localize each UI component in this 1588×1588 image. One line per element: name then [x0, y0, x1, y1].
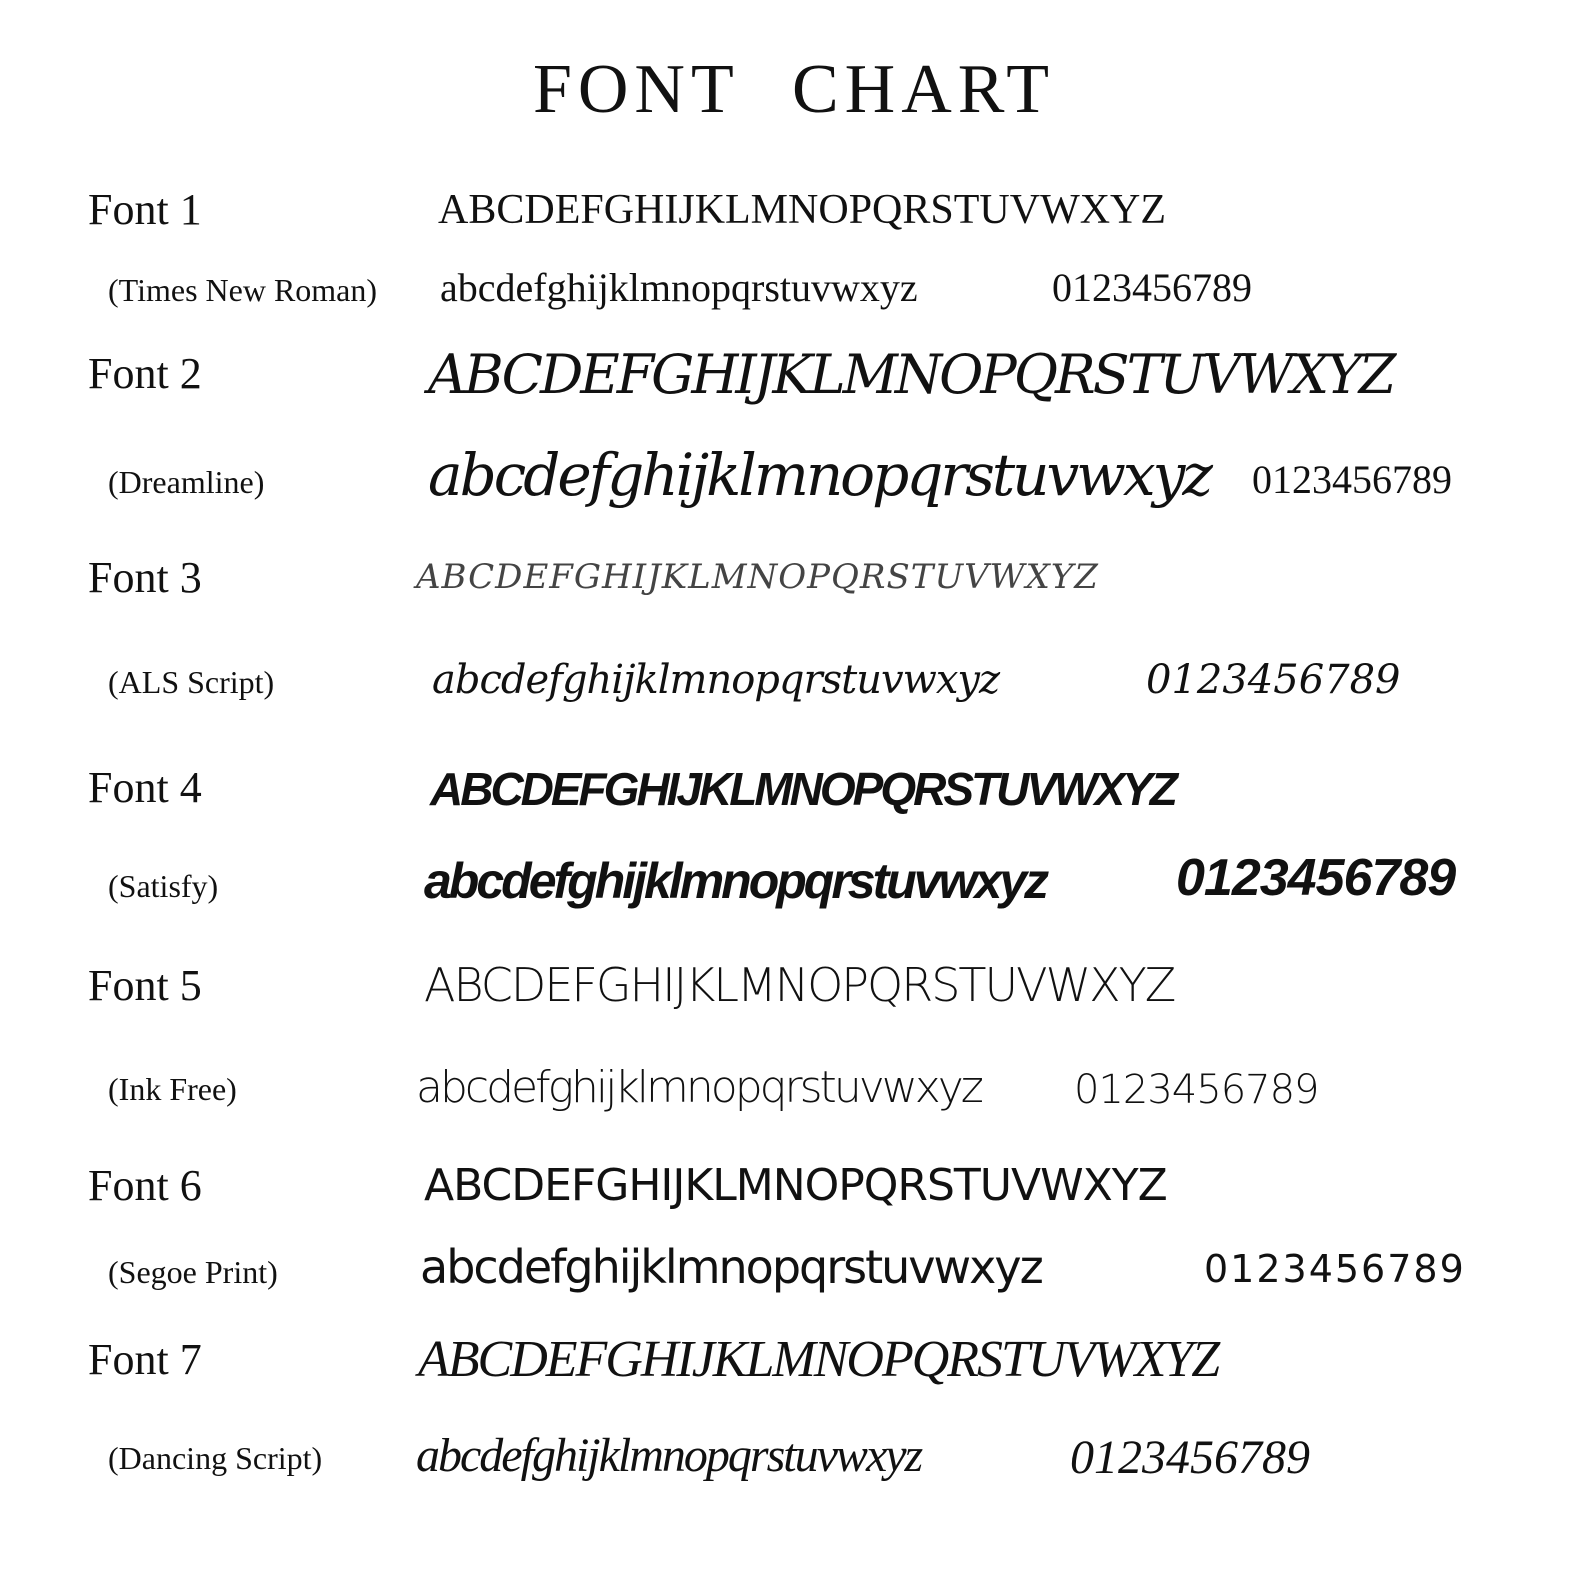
font-name: (Times New Roman): [108, 272, 378, 308]
font-label: Font 3: [88, 553, 202, 602]
lowercase-sample: abcdefghijklmnopqrstuvwxyz: [432, 657, 1000, 703]
font-label: Font 5: [88, 961, 202, 1010]
font-label: Font 4: [88, 763, 202, 812]
digits-sample: 0123456789: [1146, 657, 1401, 703]
lowercase-sample: abcdefghijklmnopqrstuvwxyz: [440, 265, 918, 310]
font-label: Font 7: [88, 1335, 202, 1384]
uppercase-sample: ABCDEFGHIJKLMNOPQRSTUVWXYZ: [424, 958, 1175, 1012]
uppercase-sample: ABCDEFGHIJKLMNOPQRSTUVWXYZ: [430, 763, 1175, 815]
uppercase-sample: ABCDEFGHIJKLMNOPQRSTUVWXYZ: [418, 1331, 1219, 1388]
digits-sample: 0123456789: [1176, 849, 1456, 907]
font-name: (Dreamline): [108, 464, 265, 500]
font-label: Font 2: [88, 349, 202, 398]
page-title: FONT CHART: [532, 51, 1056, 128]
digits-sample: 0123456789: [1052, 265, 1252, 310]
font-label: Font 1: [88, 185, 202, 234]
font-name: (ALS Script): [108, 664, 275, 700]
lowercase-sample: abcdefghijklmnopqrstuvwxyz: [416, 1429, 922, 1482]
uppercase-sample: ABCDEFGHIJKLMNOPQRSTUVWXYZ: [438, 187, 1167, 233]
font-name: (Segoe Print): [108, 1254, 278, 1290]
lowercase-sample: abcdefghijklmnopqrstuvwxyz: [424, 853, 1047, 909]
uppercase-sample: ABCDEFGHIJKLMNOPQRSTUVWXYZ: [428, 343, 1394, 406]
digits-sample: 0123456789: [1204, 1247, 1466, 1291]
digits-sample: 0123456789: [1074, 1067, 1319, 1113]
lowercase-sample: abcdefghijklmnopqrstuvwxyz: [428, 441, 1210, 509]
font-name: (Ink Free): [108, 1071, 237, 1107]
font-name: (Satisfy): [108, 868, 219, 904]
font-label: Font 6: [88, 1161, 202, 1210]
uppercase-sample: ABCDEFGHIJKLMNOPQRSTUVWXYZ: [424, 1160, 1167, 1211]
lowercase-sample: abcdefghijklmnopqrstuvwxyz: [416, 1062, 981, 1113]
digits-sample: 0123456789: [1252, 457, 1452, 502]
digits-sample: 0123456789: [1070, 1431, 1310, 1484]
uppercase-sample: ABCDEFGHIJKLMNOPQRSTUVWXYZ: [416, 557, 1099, 597]
font-name: (Dancing Script): [108, 1440, 323, 1476]
lowercase-sample: abcdefghijklmnopqrstuvwxyz: [420, 1240, 1042, 1294]
